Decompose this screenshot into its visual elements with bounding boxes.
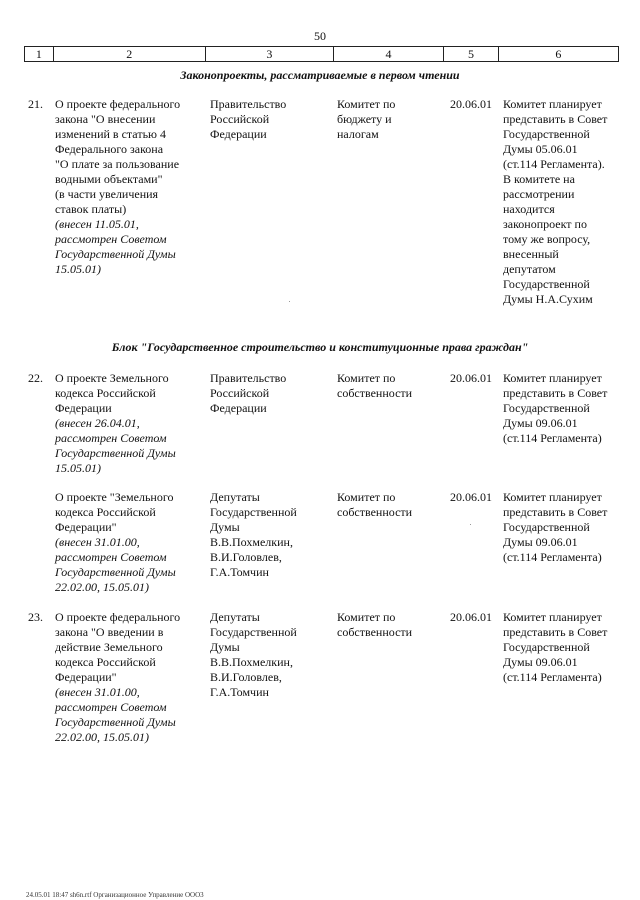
responsible-committee: Комитет по собственности [337,371,413,400]
bill-title: О проекте "Земельного кодекса Российской Федерации" [55,490,174,534]
column-header-row [24,46,619,62]
bill-initiator: Правительство Российской Федерации [210,371,287,415]
review-date: 20.06.01 [450,610,492,624]
responsible-committee: Комитет по бюджету и налогам [337,97,396,141]
column-header-1: 1 [25,47,54,61]
column-header-5: 5 [444,47,499,61]
section-title-first-reading: Законопроекты, рассматриваемые в первом чтении [180,68,460,82]
scan-speck [470,524,471,525]
responsible-committee: Комитет по собственности [337,490,413,519]
column-header-6: 6 [555,47,562,61]
page-number: 50 [314,29,326,43]
review-date: 20.06.01 [450,97,492,111]
column-header-3: 3 [206,47,334,61]
bill-initiator: Депутаты Государственной Думы В.В.Похмелкин, В.И.Головлев, Г.А.Томчин [210,610,297,699]
bill-introduced-note: (внесен 11.05.01, рассмотрен Советом Государственной Думы 15.05.01) [55,217,176,276]
column-header-2: 2 [54,47,206,61]
committee-remark: Комитет планирует представить в Совет Государственной Думы 09.06.01 (ст.114 Регламента) [503,490,608,564]
review-date: 20.06.01 [450,490,492,504]
bill-title: О проекте федерального закона "О внесении изменений в статью 4 Федерального закона "О плате за пользование водными объектами" (в части увеличения ставок платы) [55,97,181,216]
review-date: 20.06.01 [450,371,492,385]
bill-title: О проекте Земельного кодекса Российской Федерации [55,371,169,415]
bill-title: О проекте федерального закона "О введении в действие Земельного кодекса Российской Федерации" [55,610,181,684]
bill-introduced-note: (внесен 31.01.00, рассмотрен Советом Государственной Думы 22.02.00, 15.05.01) [55,685,176,744]
entry-number: 21. [28,97,43,111]
scan-speck [289,301,290,302]
bill-introduced-note: (внесен 26.04.01, рассмотрен Советом Государственной Думы 15.05.01) [55,416,176,475]
print-footer: 24.05.01 18:47 sh6n.rtf Организационное Управление ООО3 [26,891,204,899]
committee-remark: Комитет планирует представить в Совет Государственной Думы 05.06.01 (ст.114 Регламента). В комитете на рассмотрении находится законопроект по тому же вопросу, внесенный депутатом Государственной Думы Н.А.Сухим [503,97,608,306]
entry-number: 22. [28,371,43,385]
bill-initiator: Правительство Российской Федерации [210,97,287,141]
bill-initiator: Депутаты Государственной Думы В.В.Похмелкин, В.И.Головлев, Г.А.Томчин [210,490,297,579]
committee-remark: Комитет планирует представить в Совет Государственной Думы 09.06.01 (ст.114 Регламента) [503,610,608,684]
section-title-state-building: Блок "Государственное строительство и конституционные права граждан" [111,340,529,354]
column-header-4: 4 [334,47,444,61]
responsible-committee: Комитет по собственности [337,610,413,639]
entry-number: 23. [28,610,43,624]
committee-remark: Комитет планирует представить в Совет Государственной Думы 09.06.01 (ст.114 Регламента) [503,371,608,445]
bill-introduced-note: (внесен 31.01.00, рассмотрен Советом Государственной Думы 22.02.00, 15.05.01) [55,535,176,594]
